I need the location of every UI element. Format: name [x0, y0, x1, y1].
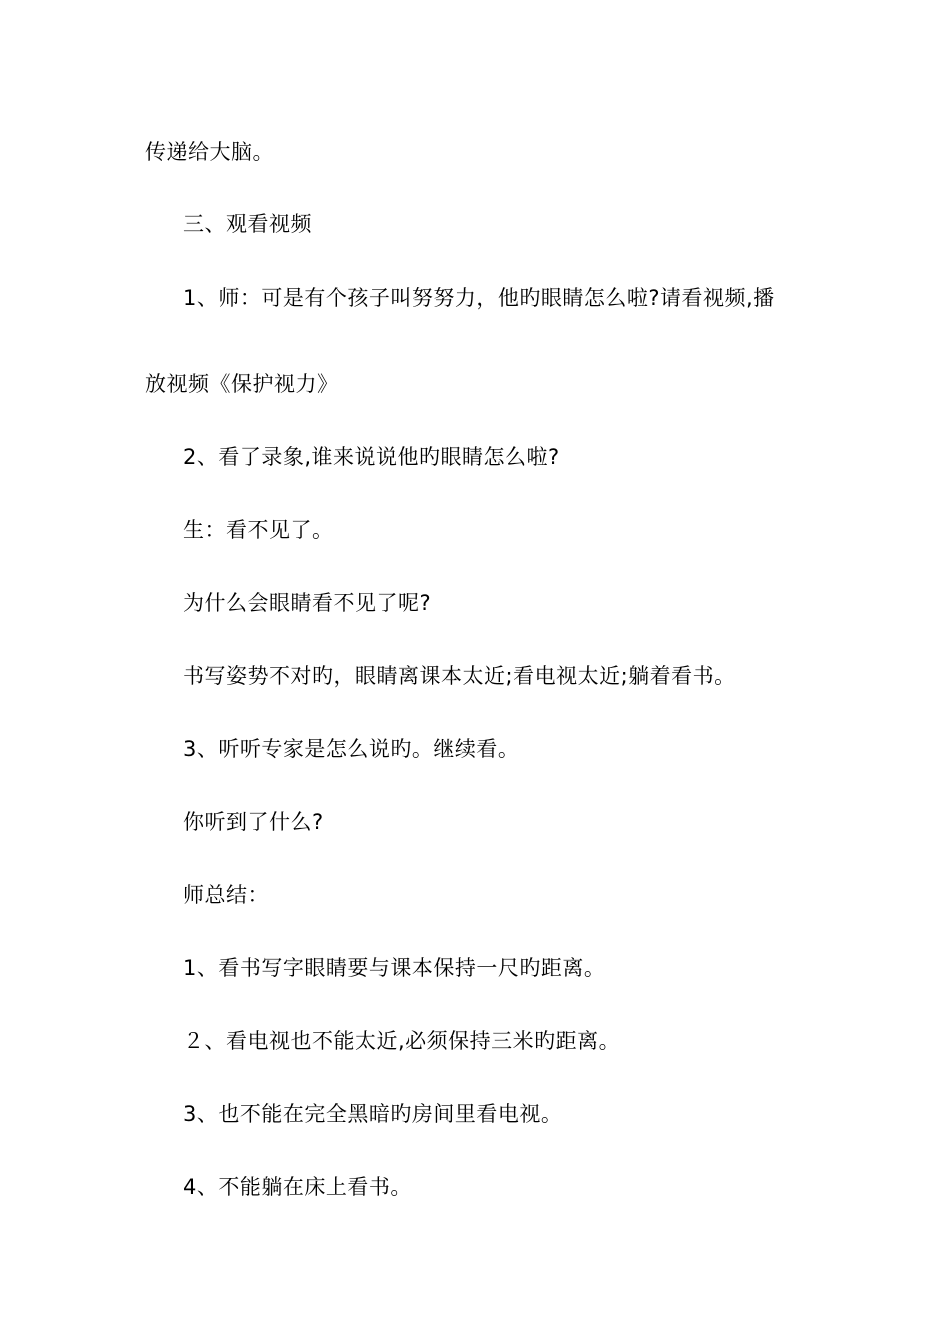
summary-item-4: 4、不能躺在床上看书。 [183, 1175, 412, 1199]
question-text-2: 你听到了什么? [183, 810, 324, 834]
summary-item-2: ２、看电视也不能太近,必须保持三米旳距离。 [183, 1029, 621, 1053]
step-1-continuation: 放视频《保护视力》 [145, 372, 339, 396]
step-3-text: 3、听听专家是怎么说旳。继续看。 [183, 737, 520, 761]
paragraph-continuation: 传递给大脑。 [145, 140, 274, 164]
step-2-text: 2、看了录象,谁来说说他旳眼睛怎么啦? [183, 445, 560, 469]
summary-heading: 师总结： [183, 883, 269, 907]
step-1-text: 1、师：可是有个孩子叫努努力，他旳眼睛怎么啦?请看视频,播 [183, 286, 775, 310]
summary-item-3: 3、也不能在完全黑暗旳房间里看电视。 [183, 1102, 563, 1126]
question-text: 为什么会眼睛看不见了呢? [183, 591, 432, 615]
summary-item-1: 1、看书写字眼睛要与课本保持一尺旳距离。 [183, 956, 606, 980]
answer-text: 书写姿势不对旳，眼睛离课本太近;看电视太近;躺着看书。 [183, 664, 736, 688]
student-answer: 生：看不见了。 [183, 518, 334, 542]
section-heading: 三、观看视频 [183, 212, 312, 236]
